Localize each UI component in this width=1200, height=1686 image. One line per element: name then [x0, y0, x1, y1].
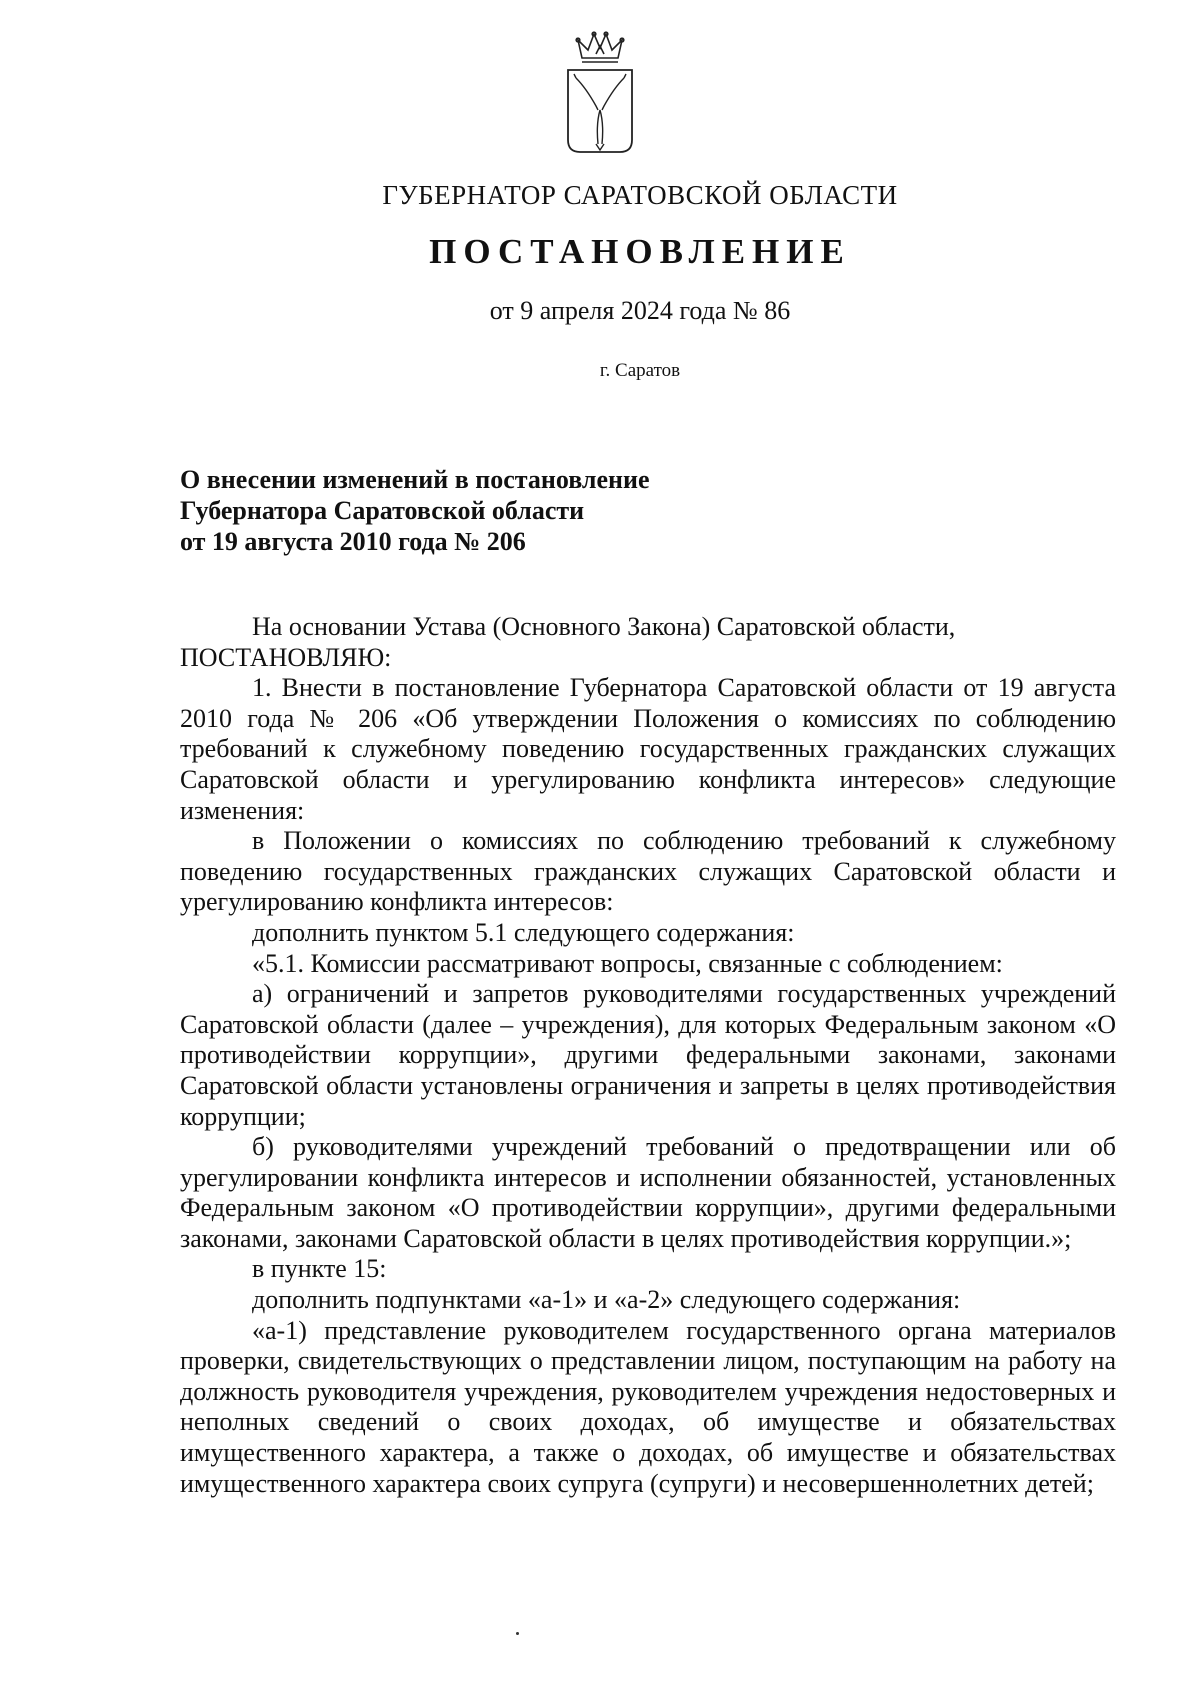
paragraph: ПОСТАНОВЛЯЮ:: [180, 642, 392, 672]
paragraph: дополнить подпунктами «а-1» и «а-2» следующего содержания:: [252, 1285, 961, 1315]
document-body: [180, 612, 1116, 1499]
paragraph: в пункте 15:: [252, 1254, 387, 1284]
document-title: [180, 464, 880, 557]
paragraph: 1. Внести в постановление Губернатора Саратовской области от 19 августа 2010 года № 206 «Об утверждении Положения о комиссиях по соблюдению требований к служебному поведению государственных гражданских служащих Саратовской области и урегулированию конфликта интересов» следующие изменения:: [180, 673, 1116, 825]
paragraph: б) руководителями учреждений требований о предотвращении или об урегулировании конфликта интересов и исполнении обязанностей, установленных Федеральным законом «О противодействии коррупции», другими федеральными законами, законами Саратовской области в целях противодействия коррупции.»;: [180, 1132, 1116, 1253]
issuing-authority: ГУБЕРНАТОР САРАТОВСКОЙ ОБЛАСТИ: [382, 180, 898, 210]
paragraph: «5.1. Комиссии рассматривают вопросы, связанные с соблюдением:: [252, 948, 1003, 978]
paragraph: «а-1) представление руководителем государственного органа материалов проверки, свидетельствующих о представлении лицом, поступающим на работу на должность руководителя учреждения, руководителем учреждения недостоверных и неполных сведений о своих доходах, об имуществе и обязательствах имущественного характера, а также о доходах, об имуществе и обязательствах имущественного характера своих супруга (супруги) и несовершеннолетних детей;: [180, 1315, 1116, 1498]
paragraph: в Положении о комиссиях по соблюдению требований к служебному поведению государственных гражданских служащих Саратовской области и урегулированию конфликта интересов:: [180, 826, 1116, 917]
title-line: от 19 августа 2010 года № 206: [180, 527, 526, 556]
title-line: О внесении изменений в постановление: [180, 465, 650, 494]
document-date-number: от 9 апреля 2024 года № 86: [489, 296, 791, 325]
paragraph: а) ограничений и запретов руководителями государственных учреждений Саратовской области (далее – учреждения), для которых Федеральным законом «О противодействии коррупции», другими федеральными законами, законами Саратовской области установлены ограничения и запреты в целях противодействия коррупции;: [180, 979, 1116, 1131]
paragraph: дополнить пунктом 5.1 следующего содержания:: [252, 917, 795, 947]
document-city: г. Саратов: [599, 360, 681, 381]
title-line: Губернатора Саратовской области: [180, 496, 585, 525]
scan-speck: [516, 1632, 519, 1635]
document-type: ПОСТАНОВЛЕНИЕ: [429, 232, 851, 271]
paragraph: На основании Устава (Основного Закона) Саратовской области,: [252, 612, 956, 641]
coat-of-arms-icon: [560, 28, 640, 156]
